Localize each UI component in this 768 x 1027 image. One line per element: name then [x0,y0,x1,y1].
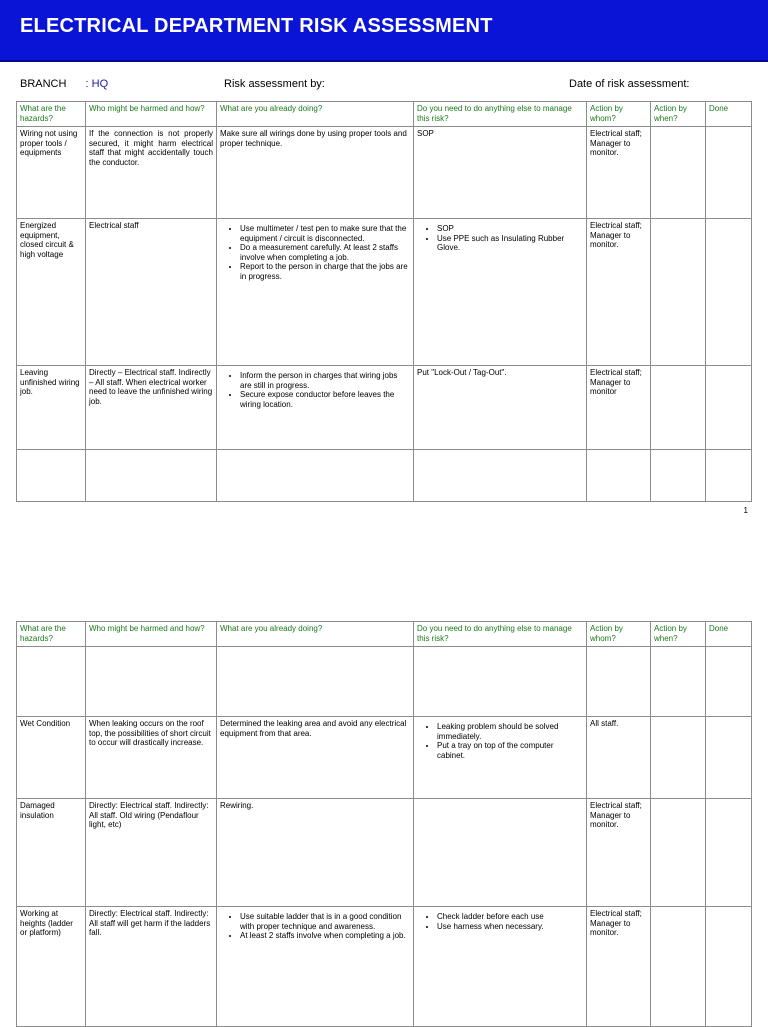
hazard-cell: Damaged insulation [17,799,86,907]
list-item: • Use harness when necessary. [437,922,583,932]
table-header-row [17,102,752,127]
table-row [17,799,752,907]
whom-cell: Electrical staff; Manager to monitor. [587,127,651,219]
list-item: • Report to the person in charge that the jobs are in progress. [240,262,410,281]
who-cell: Directly: Electrical staff. Indirectly: All staff will get harm if the ladders fall. [86,907,217,1027]
hazard-cell: Leaving unfinished wiring job. [17,366,86,450]
whom-cell: Electrical staff; Manager to monitor. [587,799,651,907]
list-item: • Use PPE such as Insulating Rubber Glove. [437,234,583,253]
doing-cell [217,219,414,366]
page-title: ELECTRICAL DEPARTMENT RISK ASSESSMENT [20,15,493,37]
doing-cell [217,907,414,1027]
assessed-by-label: Risk assessment by: [224,78,325,90]
col-header-doing: What are you already doing? [217,622,414,647]
who-cell: Directly – Electrical staff. Indirectly – All staff. When electrical worker need to leave the unfinished wiring job. [86,366,217,450]
list-item: • At least 2 staffs involve when completing a job. [240,931,410,941]
doing-cell: Rewiring. [217,799,414,907]
list-item: • Do a measurement carefully. At least 2 staffs involve when completing a job. [240,243,410,262]
col-header-else: Do you need to do anything else to manage this risk? [414,622,587,647]
table-row [17,907,752,1027]
when-cell [651,717,706,799]
branch-field [20,78,108,90]
col-header-hazards: What are the hazards? [17,622,86,647]
list-item: • Check ladder before each use [437,912,583,922]
when-cell [651,219,706,366]
list-item: • SOP [437,224,583,234]
whom-cell: All staff. [587,717,651,799]
table-row [17,219,752,366]
list-item: • Put a tray on top of the computer cabinet. [437,741,583,760]
else-list [417,912,583,931]
col-header-else: Do you need to do anything else to manage this risk? [414,102,587,127]
col-header-hazards: What are the hazards? [17,102,86,127]
doing-list [220,371,410,409]
date-label: Date of risk assessment: [569,78,690,90]
whom-cell: Electrical staff; Manager to monitor [587,366,651,450]
done-cell [706,366,752,450]
else-cell [414,717,587,799]
page-number: 1 [743,506,748,515]
hazard-cell: Wet Condition [17,717,86,799]
else-list [417,224,583,253]
list-item: • Use suitable ladder that is in a good condition with proper technique and awareness. [240,912,410,931]
who-cell: When leaking occurs on the roof top, the possibilities of short circuit to occur will drastically increase. [86,717,217,799]
list-item: • Leaking problem should be solved immediately. [437,722,583,741]
col-header-whom: Action by whom? [587,622,651,647]
else-cell: SOP [414,127,587,219]
when-cell [651,907,706,1027]
hazard-cell: Energized equipment, closed circuit & high voltage [17,219,86,366]
done-cell [706,907,752,1027]
else-cell [414,907,587,1027]
whom-cell: Electrical staff; Manager to monitor. [587,219,651,366]
list-item: • Inform the person in charges that wiring jobs are still in progress. [240,371,410,390]
doing-list [220,912,410,941]
hazard-cell: Working at heights (ladder or platform) [17,907,86,1027]
when-cell [651,366,706,450]
doing-list [220,224,410,281]
branch-label: BRANCH [20,78,67,90]
doing-cell [217,366,414,450]
list-item: • Use multimeter / test pen to make sure that the equipment / circuit is disconnected. [240,224,410,243]
col-header-when: Action by when? [651,102,706,127]
list-item: • Secure expose conductor before leaves the wiring location. [240,390,410,409]
done-cell [706,717,752,799]
col-header-when: Action by when? [651,622,706,647]
hazard-cell: Wiring not using proper tools / equipments [17,127,86,219]
whom-cell: Electrical staff; Manager to monitor. [587,907,651,1027]
else-cell [414,219,587,366]
col-header-whom: Action by whom? [587,102,651,127]
done-cell [706,127,752,219]
who-cell: Electrical staff [86,219,217,366]
col-header-doing: What are you already doing? [217,102,414,127]
col-header-done: Done [706,102,752,127]
who-cell: Directly: Electrical staff. Indirectly: All staff. Old wiring (Pendaflour light, etc) [86,799,217,907]
when-cell [651,799,706,907]
when-cell [651,127,706,219]
done-cell [706,799,752,907]
else-cell [414,799,587,907]
col-header-who: Who might be harmed and how? [86,622,217,647]
table-row [17,366,752,450]
done-cell [706,219,752,366]
table-row [17,717,752,799]
col-header-done: Done [706,622,752,647]
doing-cell: Make sure all wirings done by using proper tools and proper technique. [217,127,414,219]
table-row-empty [17,647,752,717]
col-header-who: Who might be harmed and how? [86,102,217,127]
branch-value: : HQ [85,78,109,90]
who-cell: If the connection is not properly secured, it might harm electrical staff that might accidentally touch the conductor. [86,127,217,219]
doing-cell: Determined the leaking area and avoid any electrical equipment from that area. [217,717,414,799]
risk-table-page-2 [16,621,752,1027]
else-cell: Put "Lock-Out / Tag-Out". [414,366,587,450]
table-header-row [17,622,752,647]
table-row-empty [17,450,752,502]
table-row [17,127,752,219]
else-list [417,722,583,760]
title-banner [0,0,768,62]
risk-table-page-1 [16,101,752,502]
